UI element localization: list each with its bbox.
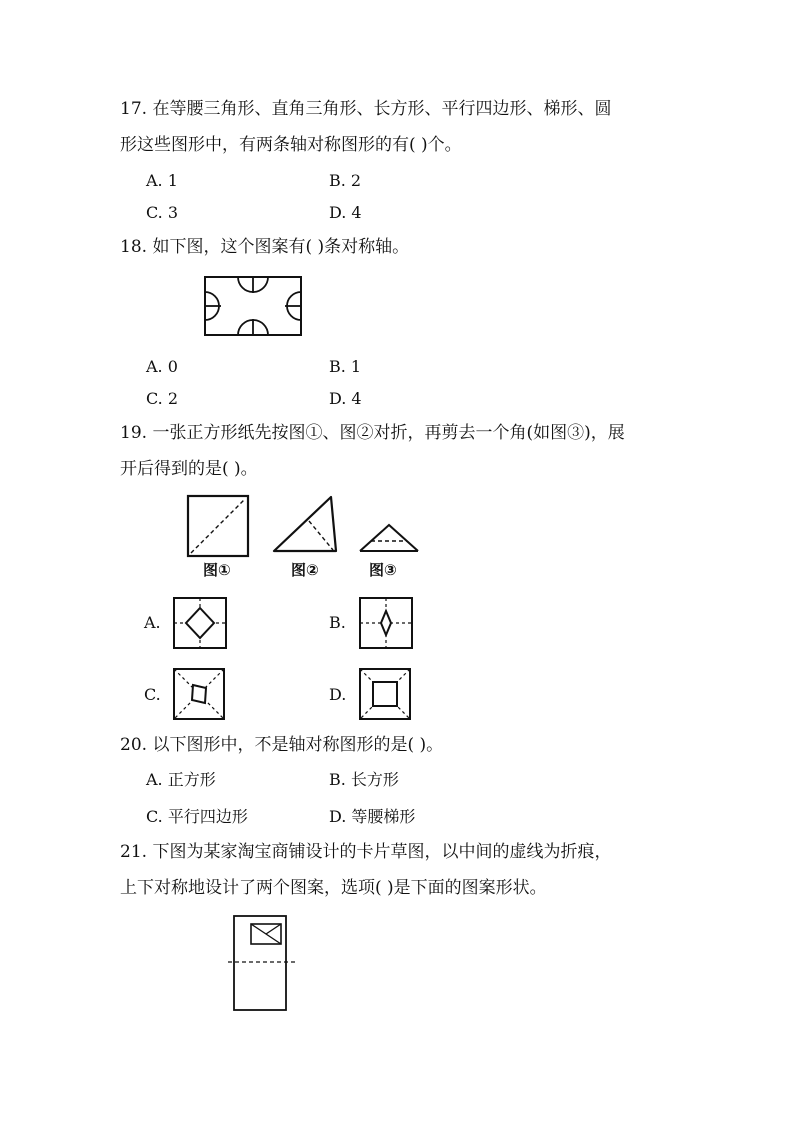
q17-text-line1: 17. 在等腰三角形、直角三角形、长方形、平行四边形、梯形、圆 bbox=[120, 99, 612, 119]
q19-text-line1: 19. 一张正方形纸先按图①、图②对折，再剪去一个角(如图③)，展 bbox=[120, 423, 625, 443]
q18-option-c[interactable]: C. 2 bbox=[146, 389, 179, 408]
q17-option-b[interactable]: B. 2 bbox=[329, 171, 362, 190]
q19-option-d-label[interactable]: D. bbox=[329, 685, 347, 704]
q19-option-d-figure[interactable] bbox=[358, 667, 412, 721]
q19-figure-1 bbox=[186, 494, 250, 558]
q17-text-line2: 形这些图形中，有两条轴对称图形的有( )个。 bbox=[120, 135, 462, 155]
q19-option-b-figure[interactable] bbox=[358, 596, 414, 650]
q18-option-a[interactable]: A. 0 bbox=[146, 357, 178, 376]
q19-option-c-label[interactable]: C. bbox=[144, 685, 161, 704]
q21-text-line1: 21. 下图为某家淘宝商铺设计的卡片草图，以中间的虚线为折痕， bbox=[120, 842, 612, 862]
q20-option-d[interactable]: D. 等腰梯形 bbox=[329, 807, 416, 826]
q20-option-c[interactable]: C. 平行四边形 bbox=[146, 807, 248, 826]
q18-option-d[interactable]: D. 4 bbox=[329, 389, 362, 408]
q19-figure-2 bbox=[271, 494, 339, 554]
q20-option-a[interactable]: A. 正方形 bbox=[146, 770, 216, 789]
q19-option-c-figure[interactable] bbox=[172, 667, 226, 721]
q19-caption-2: 图② bbox=[291, 561, 319, 579]
q21-text-line2: 上下对称地设计了两个图案，选项( )是下面的图案形状。 bbox=[120, 878, 547, 898]
q20-option-b[interactable]: B. 长方形 bbox=[329, 770, 399, 789]
q18-option-b[interactable]: B. 1 bbox=[329, 357, 362, 376]
q20-text: 20. 以下图形中，不是轴对称图形的是( )。 bbox=[120, 735, 444, 755]
q19-option-b-label[interactable]: B. bbox=[329, 613, 346, 632]
q21-card-sketch-figure bbox=[228, 914, 296, 1012]
q18-pattern-figure bbox=[203, 275, 303, 337]
q19-option-a-label[interactable]: A. bbox=[144, 613, 161, 632]
q19-caption-3: 图③ bbox=[369, 561, 397, 579]
q17-option-c[interactable]: C. 3 bbox=[146, 203, 179, 222]
q19-option-a-figure[interactable] bbox=[172, 596, 228, 650]
q19-text-line2: 开后得到的是( )。 bbox=[120, 459, 258, 479]
q17-option-a[interactable]: A. 1 bbox=[146, 171, 178, 190]
q19-figure-3 bbox=[358, 522, 420, 554]
q19-caption-1: 图① bbox=[203, 561, 231, 579]
q18-text: 18. 如下图，这个图案有( )条对称轴。 bbox=[120, 237, 410, 257]
q17-option-d[interactable]: D. 4 bbox=[329, 203, 362, 222]
